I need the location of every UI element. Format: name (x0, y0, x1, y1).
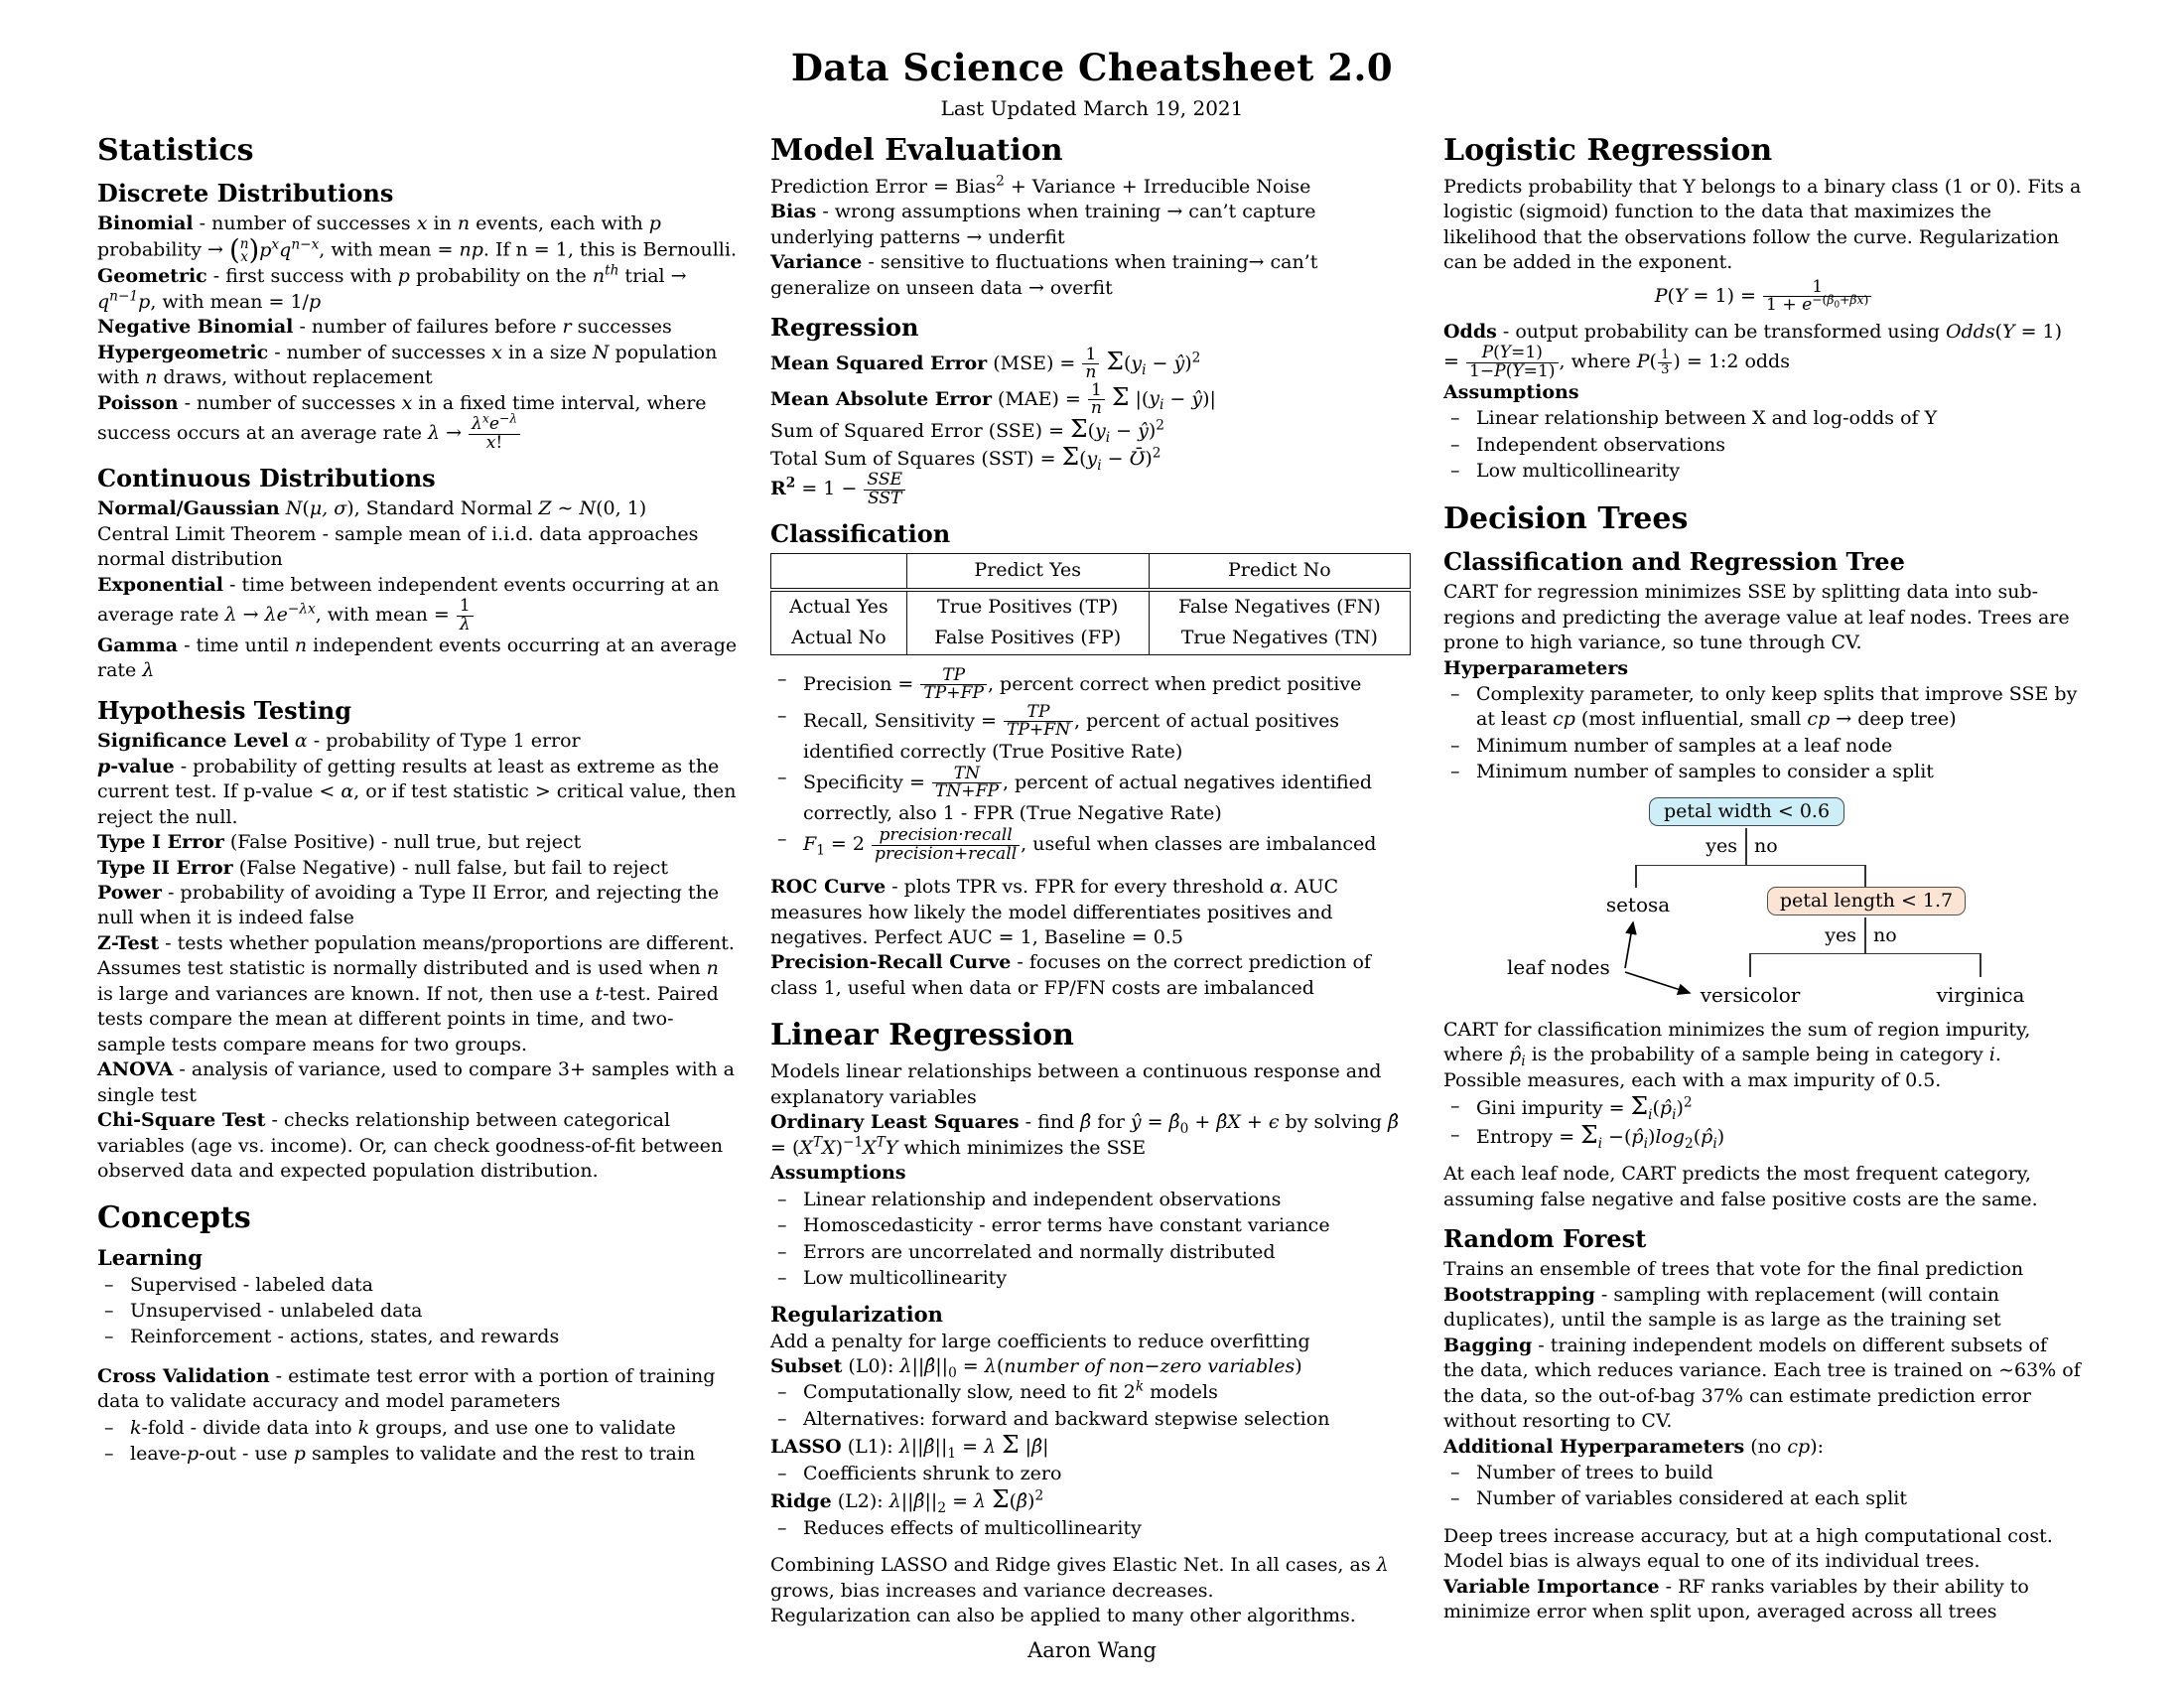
page-title: Data Science Cheatsheet 2.0 (790, 46, 1394, 89)
tree-no-label: no (1754, 834, 1778, 857)
concepts-heading: Concepts (97, 1200, 251, 1236)
confusion-row-label-actual-yes: Actual Yes (771, 590, 907, 623)
regression-body: Mean Squared Error (MSE) = $\frac{1}{n}$ $\Sigma(y_i$ − ŷ)$^2$ Mean Absolute Error (MAE) = $\frac{1}{n}$ Σ $|(y_i$ − ŷ)| Sum of Squared Error $(SSE) = \Sigma(y_i$ − ŷ)$^2$ Total Sum of Squares $(SST) = \Sigma(y_i$ − Ʊ̄)$^2$ $R^2 = 1$ − $\frac{\text{SSE}}{\text{SST}}$ (770, 344, 1216, 508)
random-forest-heading: Random Forest (1443, 1223, 1647, 1253)
confusion-cell-fn: False Negatives (FN) (1149, 590, 1410, 623)
linear-regression-body: Models linear relationships between a continuous response and explanatory variables Ordinary Least Squares - find β̂ for ŷ = $\betâ_0$ + β̂X + ϵ by solving β̂ = $(X^TX)^{-1}X^TY$ which minimizes the SSE Assumptions – Linear relationship and independent observations – Homoscedasticity - error terms have constant variance – Errors are uncorrelated and normally distributed – Low multicollinearity (770, 1060, 1399, 1290)
confusion-cell-fp: False Positives (FP) (906, 623, 1149, 654)
hypothesis-testing-heading: Hypothesis Testing (97, 695, 352, 725)
logistic-regression-intro: Predicts probability that Y belongs to a binary class (1 or 0). Fits a logistic (sigmoid) function to the data that maximizes the likelihood that the observations follow the curve. Regularization can be added in the exponent. (1443, 176, 2082, 274)
confusion-col-header-predict-no: Predict No (1149, 554, 1410, 590)
discrete-distributions-heading: Discrete Distributions (97, 179, 394, 208)
column-logistic-trees (1443, 134, 2084, 1634)
random-forest-tail: Deep trees increase accuracy, but at a high computational cost. Model bias is always equal to one of its individual trees. Variable Importance - RF ranks variables by their ability to minimize error when split upon, averaged across all trees (1443, 1524, 2053, 1623)
logistic-formula: P(Y = 1) = $\frac{1}{1 + e^{-(\beta_0+\beta x)}}$ (1443, 279, 2084, 315)
footer-author: Aaron Wang (1027, 1638, 1157, 1662)
table-row (771, 623, 1411, 654)
model-evaluation-heading: Model Evaluation (770, 133, 1063, 168)
leaf-nodes-annotation: leaf nodes (1507, 954, 1610, 979)
table-row (771, 590, 1411, 623)
tree-split-node: petal length < 1.7 (1767, 887, 1966, 915)
tree-yes-label: yes (1825, 923, 1856, 946)
confusion-cell-tp: True Positives (TP) (906, 590, 1149, 623)
header (0, 0, 2184, 120)
decision-trees-heading: Decision Trees (1443, 500, 1689, 536)
leaf-nodes-arrows (1443, 797, 2084, 1012)
tree-leaf-virginica: virginica (1936, 982, 2025, 1007)
tree-yes-label: yes (1706, 834, 1737, 857)
classification-curves-body: ROC Curve - plots TPR vs. FPR for every threshold α. AUC measures how likely the model differentiates positives and negatives. Perfect AUC = 1, Baseline = 0.5 Precision-Recall Curve - focuses on the correct prediction of class 1, useful when data or FP/FN costs are imbalanced (770, 876, 1371, 999)
column-model-evaluation (770, 134, 1411, 1638)
elastic-net-body: Combining LASSO and Ridge gives Elastic Net. In all cases, as λ grows, bias increases and variance decreases. Regularization can also be applied to many other algorithms. (770, 1554, 1389, 1627)
decision-tree-diagram (1443, 797, 2084, 1012)
linear-regression-heading: Linear Regression (770, 1018, 1074, 1054)
confusion-corner-cell (771, 554, 907, 590)
confusion-matrix (770, 553, 1411, 654)
hypothesis-testing-body: Significance Level α - probability of Type 1 error p-value - probability of getting results at least as extreme as the current test. If p-value < α, or if test statistic > critical value, then reject the null. Type I Error (False Positive) - null true, but reject Type II Error (False Negative) - null false, but fail to reject Power - probability of avoiding a Type II Error, and rejecting the null when it is indeed false Z-Test - tests whether population means/proportions are different. Assumes test statistic is normally distributed and is used when n is large and variances are known. If not, then use a t-test. Paired tests compare the mean at different points in time, and two-sample tests compare means for two groups. ANOVA - analysis of variance, used to compare 3+ samples with a single test Chi-Square Test - checks relationship between categorical variables (age vs. income). Or, can check goodness-of-fit between observed data and expected population distribution. (97, 730, 737, 1182)
cart-classification-body: CART for classification minimizes the sum of region impurity, where $p̂_i$ is the probability of a sample being in category i. Possible measures, each with a max impurity of 0.5. – Gini impurity = $\Sigma_i(p̂_i)^2$ – Entropy = $\Sigma_i$ $-(p̂_i)\log_2(p̂_i)$ (1443, 1018, 2031, 1152)
cart-body: CART for regression minimizes SSE by splitting data into sub-regions and predicting the average value at leaf nodes. Trees are prone to high variance, so tune through CV. Hyperparameters – Complexity parameter, to only keep splits that improve SSE by at least cp (most influential, small cp → deep tree) – Minimum number of samples at a leaf node – Minimum number of samples to consider a split (1443, 581, 2078, 783)
tree-no-label: no (1873, 923, 1897, 946)
cart-leaf-body: At each leaf node, CART predicts the most frequent category, assuming false negative and false positive costs are the same. (1443, 1163, 2038, 1210)
discrete-distributions-body: Binomial - number of successes x in n events, each with p probability → ( n x )$p^xq^{n-x}$, with mean = np. If n = 1, this is Bernoulli. Geometric - first success with p probability on the $n^{th}$ trial → $q^{n-1}p$, with mean = 1/p Negative Binomial - number of failures before r successes Hypergeometric - number of successes x in a size N population with n draws, without replacement Poisson - number of successes x in a fixed time interval, where success occurs at an average rate λ → $\frac{\lambda^xe^{-\lambda}}{x!}$ (97, 212, 737, 453)
confusion-row-label-actual-no: Actual No (771, 623, 907, 654)
cross-validation-body: Cross Validation - estimate test error with a portion of training data to validate accuracy and model parameters – k-fold - divide data into k groups, and use one to validate – leave-p-out - use p samples to validate and the rest to train (97, 1364, 716, 1466)
tree-root-node: petal width < 0.6 (1649, 797, 1844, 826)
confusion-cell-tn: True Negatives (TN) (1149, 623, 1410, 654)
model-evaluation-body: Prediction Error = Bias$^2$ + Variance + Irreducible Noise Bias - wrong assumptions when training → can’t capture underlying patterns → underfit Variance - sensitive to fluctuations when training→ can’t generalize on unseen data → overfit (770, 173, 1318, 299)
learning-list: – Supervised - labeled data – Unsupervised - unlabeled data – Reinforcement - actions, states, and rewards (104, 1273, 560, 1348)
page-subtitle: Last Updated March 19, 2021 (940, 96, 1244, 120)
learning-heading: Learning (97, 1245, 203, 1271)
random-forest-body: Trains an ensemble of trees that vote for the final prediction Bootstrapping - sampling with replacement (will contain duplicates), until the sample is as large as the training set Bagging - training independent models on different subsets of the data, which reduces variance. Each tree is trained on ∼63% of the data, so the out-of-bag 37% can estimate prediction error without resorting to CV. Additional Hyperparameters (no cp): – Number of trees to build – Number of variables considered at each split (1443, 1258, 2081, 1510)
continuous-distributions-body: Normal/Gaussian N(μ, σ), Standard Normal Z ∼ N(0, 1) Central Limit Theorem - sample mean of i.i.d. data approaches normal distribution Exponential - time between independent events occurring at an average rate $\lambda \to \lambda e^{-\lambda x}$, with mean = $\frac{1}{\lambda}$ Gamma - time until n independent events occurring at an average rate λ (97, 497, 738, 682)
regression-heading: Regression (770, 313, 919, 343)
tree-leaf-setosa: setosa (1605, 892, 1671, 916)
logistic-regression-heading: Logistic Regression (1443, 133, 1773, 168)
regularization-body: Add a penalty for large coefficients to reduce overfitting Subset (L0): $\lambda||\betâ||_0$ = λ(number of non−zero variables) – Computationally slow, need to fit 2$^k$ models – Alternatives: forward and backward stepwise selection LASSO (L1): $\lambda||\betâ||_1 = \lambda$ Σ |β̂| – Coefficients shrunk to zero Ridge (L2): $\lambda||\betâ||_2 = \lambda$ Σ(β̂)$^2$ – Reduces effects of multicollinearity (770, 1330, 1330, 1539)
odds-body: Odds - output probability can be transformed using Odds(Y = 1) = $\frac{P(Y=1)}{1-P(Y=1)}$ , where P( $\frac{1}{3}$ ) = 1:2 odds Assumptions – Linear relationship between X and log-odds of Y – Independent observations – Low multicollinearity (1443, 320, 2063, 483)
cart-heading: Classification and Regression Tree (1443, 546, 1905, 576)
statistics-heading: Statistics (97, 133, 254, 168)
regularization-heading: Regularization (770, 1302, 943, 1328)
columns (0, 120, 2184, 1638)
classification-heading: Classification (770, 519, 951, 549)
confusion-header-row (771, 554, 1411, 590)
continuous-distributions-heading: Continuous Distributions (97, 463, 436, 492)
column-statistics (97, 134, 738, 1477)
tree-leaf-versicolor: versicolor (1700, 982, 1801, 1007)
classification-metrics-list: – Precision = $\frac{TP}{TP+FP}$ , percent correct when predict positive – Recall, Sensitivity = $\frac{TP}{TP+FN}$ , percent of actual positives identified correctly (True Positive Rate) – Specificity = $\frac{TN}{TN+FP}$ , percent of actual negatives identified correctly, also 1 - FPR (True Negative Rate) – $F_1 = 2$ $\frac{\text{precision·recall}}{\text{precision+recall}}$ , useful when classes are imbalanced (777, 664, 1377, 864)
confusion-col-header-predict-yes: Predict Yes (906, 554, 1149, 590)
